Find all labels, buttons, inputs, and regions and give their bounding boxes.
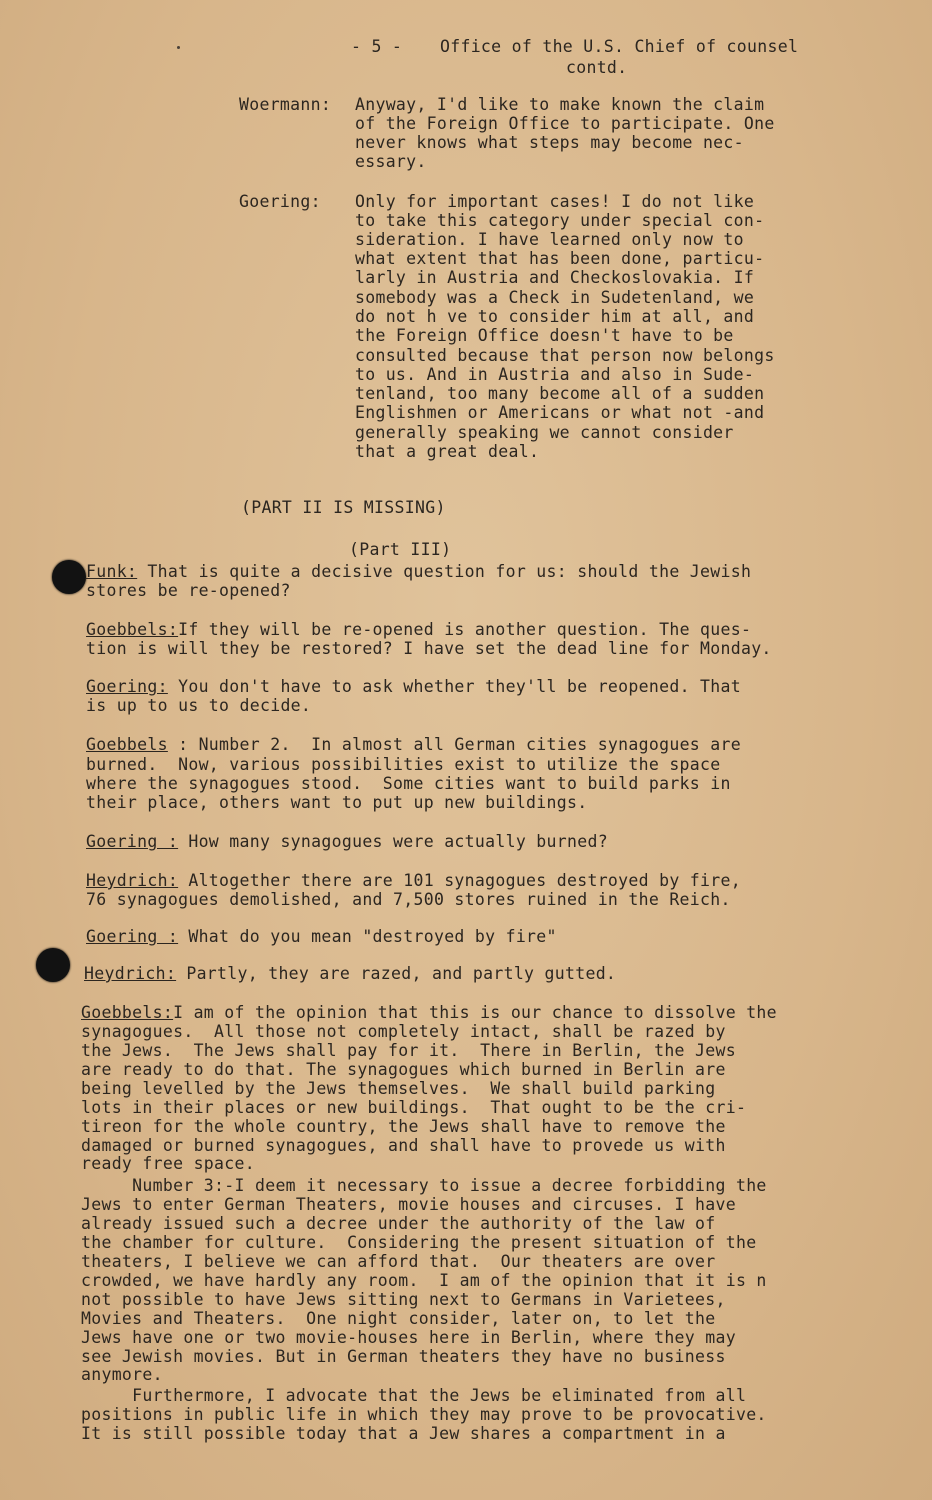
goebbels2-line-4: their place, others want to put up new buildings. <box>86 793 588 812</box>
goebbels3-line-13: the chamber for culture. Considering the present situation of the <box>81 1233 757 1252</box>
goebbels3-line-22: positions in public life in which they may prove to be provocative. <box>81 1405 767 1424</box>
goebbels2-line-1 <box>86 735 741 754</box>
goering3-text-1: How many synagogues were actually burned? <box>178 832 608 851</box>
speaker-goering: Goering: <box>239 192 321 211</box>
goebbels3-line-17: Movies and Theaters. One night consider, later on, to let the <box>81 1309 716 1328</box>
goering1-line-13: generally speaking we cannot consider <box>355 423 734 442</box>
goebbels3-line-11: Jews to enter German Theaters, movie houses and circuses. I have <box>81 1195 736 1214</box>
heydrich1-line-1 <box>86 871 741 890</box>
goebbels3-line-21: Furthermore, I advocate that the Jews be eliminated from all <box>81 1386 747 1405</box>
goering1-line-8: the Foreign Office doesn't have to be <box>355 326 734 345</box>
goebbels3-line-2: synagogues. All those not completely intact, shall be razed by <box>81 1022 726 1041</box>
goebbels3-line-18: Jews have one or two movie-houses here in Berlin, where they may <box>81 1328 736 1347</box>
woermann-line-4: essary. <box>355 152 427 171</box>
goering1-line-11: tenland, too many become all of a sudden <box>355 384 765 403</box>
speaker-goebbels: Goebbels: <box>86 620 179 639</box>
goebbels1-line-1 <box>86 620 751 639</box>
part-iii-heading: (Part III) <box>349 540 452 559</box>
ink-speck <box>177 46 180 49</box>
heydrich2-text-1: Partly, they are razed, and partly gutted. <box>176 964 617 983</box>
punch-hole-bottom <box>36 948 70 982</box>
goebbels3-line-5: being levelled by the Jews themselves. We shall build parking <box>81 1079 716 1098</box>
goering2-line-2: is up to us to decide. <box>86 696 312 715</box>
goebbels3-line-7: tireon for the whole country, the Jews shall have to remove the <box>81 1117 726 1136</box>
goering1-line-7: do not h ve to consider him at all, and <box>355 307 755 326</box>
goering4-text-1: What do you mean "destroyed by fire" <box>178 927 557 946</box>
punch-hole-top <box>52 560 86 594</box>
goebbels3-line-4: are ready to do that. The synagogues which burned in Berlin are <box>81 1060 726 1079</box>
goering2-text-1: You don't have to ask whether they'll be reopened. That <box>167 677 741 696</box>
goering1-line-10: to us. And in Austria and also in Sude- <box>355 365 755 384</box>
page-subtitle: contd. <box>566 58 628 77</box>
woermann-line-1: Anyway, I'd like to make known the claim <box>355 95 765 114</box>
speaker-heydrich: Heydrich: <box>84 964 177 983</box>
goebbels3-line-3: the Jews. The Jews shall pay for it. There in Berlin, the Jews <box>81 1041 736 1060</box>
speaker-goering: Goering : <box>86 927 179 946</box>
speaker-heydrich: Heydrich: <box>86 871 179 890</box>
goebbels3-text-1: I am of the opinion that this is our chance to dissolve the <box>173 1003 777 1022</box>
goering1-line-9: consulted because that person now belongs <box>355 346 775 365</box>
speaker-woermann: Woermann: <box>239 95 332 114</box>
goebbels2-line-3: where the synagogues stood. Some cities want to build parks in <box>86 774 731 793</box>
goebbels1-text-1: If they will be re-opened is another question. The ques- <box>178 620 752 639</box>
goebbels3-line-16: not possible to have Jews sitting next to Germans in Varietees, <box>81 1290 726 1309</box>
goering1-line-3: sideration. I have learned only now to <box>355 230 744 249</box>
goering2-line-1 <box>86 677 741 696</box>
heydrich1-text-1: Altogether there are 101 synagogues destroyed by fire, <box>178 871 741 890</box>
goebbels1-line-2: tion is will they be restored? I have set the dead line for Monday. <box>86 639 772 658</box>
speaker-goering: Goering : <box>86 832 179 851</box>
goebbels3-line-23: It is still possible today that a Jew shares a compartment in a <box>81 1424 726 1443</box>
funk-line-2: stores be re-opened? <box>86 581 291 600</box>
goebbels2-line-2: burned. Now, various possibilities exist to utilize the space <box>86 755 721 774</box>
goebbels3-line-10: Number 3:-I deem it necessary to issue a decree forbidding the <box>81 1176 767 1195</box>
goering4-line-1 <box>86 927 557 946</box>
goebbels3-line-9: ready free space. <box>81 1154 255 1173</box>
goebbels3-line-14: theaters, I believe we can afford that. Our theaters are over <box>81 1252 716 1271</box>
goebbels3-line-19: see Jewish movies. But in German theaters they have no business <box>81 1347 726 1366</box>
goebbels3-line-6: lots in their places or new buildings. That ought to be the cri- <box>81 1098 747 1117</box>
part-ii-missing-note: (PART II IS MISSING) <box>241 498 446 517</box>
goering1-line-1: Only for important cases! I do not like <box>355 192 755 211</box>
speaker-goebbels: Goebbels: <box>81 1003 174 1022</box>
woermann-line-3: never knows what steps may become nec- <box>355 133 744 152</box>
page-title: Office of the U.S. Chief of counsel <box>440 37 799 56</box>
goebbels3-line-20: anymore. <box>81 1365 163 1384</box>
goebbels3-line-12: already issued such a decree under the authority of the law of <box>81 1214 716 1233</box>
goebbels3-line-1 <box>81 1004 777 1022</box>
page-number: - 5 - <box>351 37 403 56</box>
woermann-line-2: of the Foreign Office to participate. One <box>355 114 775 133</box>
goebbels3-line-8: damaged or burned synagogues, and shall have to provede us with <box>81 1136 726 1155</box>
funk-line-1 <box>86 562 751 581</box>
heydrich1-line-2: 76 synagogues demolished, and 7,500 stores ruined in the Reich. <box>86 890 731 909</box>
speaker-goering: Goering: <box>86 677 168 696</box>
goering1-line-4: what extent that has been done, particu- <box>355 249 765 268</box>
goebbels2-text-1: : Number 2. In almost all German cities synagogues are <box>167 735 741 754</box>
goering1-line-6: somebody was a Check in Sudetenland, we <box>355 288 755 307</box>
goering1-line-12: Englishmen or Americans or what not -and <box>355 403 765 422</box>
heydrich2-line-1 <box>84 964 616 983</box>
goering1-line-5: larly in Austria and Checkoslovakia. If <box>355 268 755 287</box>
goering3-line-1 <box>86 832 608 851</box>
goebbels3-line-15: crowded, we have hardly any room. I am of the opinion that it is n <box>81 1271 767 1290</box>
goering1-line-14: that a great deal. <box>355 442 540 461</box>
speaker-goebbels: Goebbels <box>86 735 168 754</box>
speaker-funk: Funk: <box>86 562 138 581</box>
funk-text-1: That is quite a decisive question for us: should the Jewish <box>137 562 752 581</box>
goering1-line-2: to take this category under special con- <box>355 211 765 230</box>
